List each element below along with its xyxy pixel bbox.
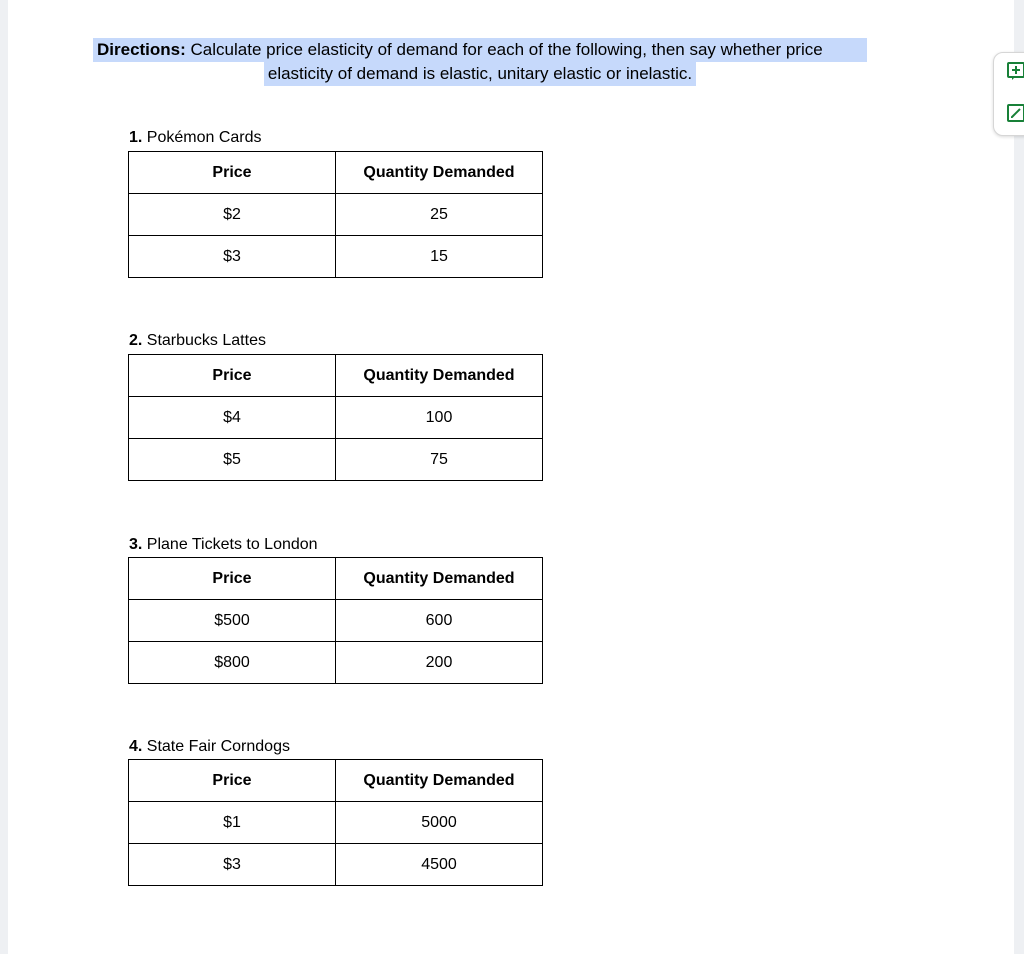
price-header: Price (129, 760, 336, 802)
price-cell: $2 (129, 194, 336, 236)
table-row (129, 642, 543, 684)
section-3-name: Plane Tickets to London (142, 536, 318, 553)
directions-label: Directions: (97, 40, 186, 59)
table-row (129, 194, 543, 236)
section-4-table (128, 759, 543, 886)
quantity-cell: 200 (336, 642, 543, 684)
section-1-table (128, 151, 543, 278)
table-row (129, 439, 543, 481)
price-header: Price (129, 558, 336, 600)
directions-line-2: elasticity of demand is elastic, unitary elastic or inelastic. (264, 62, 696, 86)
section-1-title (129, 128, 262, 148)
quantity-cell: 5000 (336, 802, 543, 844)
suggest-edit-icon[interactable] (1006, 103, 1024, 123)
section-2-title (129, 331, 266, 351)
section-2-number: 2. (129, 332, 143, 349)
quantity-cell: 75 (336, 439, 543, 481)
add-comment-icon[interactable] (1006, 61, 1024, 81)
section-2-name: Starbucks Lattes (142, 332, 266, 349)
price-header: Price (129, 152, 336, 194)
quantity-header: Quantity Demanded (336, 355, 543, 397)
price-cell: $500 (129, 600, 336, 642)
section-3-title (129, 535, 318, 555)
section-1-number: 1. (129, 129, 143, 146)
table-row (129, 802, 543, 844)
quantity-header: Quantity Demanded (336, 558, 543, 600)
table-row (129, 397, 543, 439)
price-cell: $4 (129, 397, 336, 439)
quantity-cell: 600 (336, 600, 543, 642)
quantity-cell: 15 (336, 236, 543, 278)
price-cell: $800 (129, 642, 336, 684)
quantity-header: Quantity Demanded (336, 152, 543, 194)
directions-text-1: Calculate price elasticity of demand for each of the following, then say whether price (185, 40, 823, 59)
document-page (8, 0, 1014, 954)
section-2-table (128, 354, 543, 481)
side-toolbar (993, 52, 1024, 136)
section-4-name: State Fair Corndogs (142, 738, 290, 755)
section-1-name: Pokémon Cards (142, 129, 262, 146)
section-4-number: 4. (129, 738, 143, 755)
table-header-row (129, 558, 543, 600)
quantity-cell: 4500 (336, 844, 543, 886)
quantity-cell: 25 (336, 194, 543, 236)
table-header-row (129, 355, 543, 397)
section-3-number: 3. (129, 536, 143, 553)
quantity-header: Quantity Demanded (336, 760, 543, 802)
table-row (129, 600, 543, 642)
price-cell: $3 (129, 236, 336, 278)
directions (8, 38, 1014, 86)
price-cell: $1 (129, 802, 336, 844)
price-cell: $5 (129, 439, 336, 481)
section-4-title (129, 737, 290, 757)
section-3-table (128, 557, 543, 684)
table-header-row (129, 760, 543, 802)
table-header-row (129, 152, 543, 194)
quantity-cell: 100 (336, 397, 543, 439)
price-header: Price (129, 355, 336, 397)
table-row (129, 236, 543, 278)
price-cell: $3 (129, 844, 336, 886)
directions-line-1 (93, 38, 867, 62)
table-row (129, 844, 543, 886)
